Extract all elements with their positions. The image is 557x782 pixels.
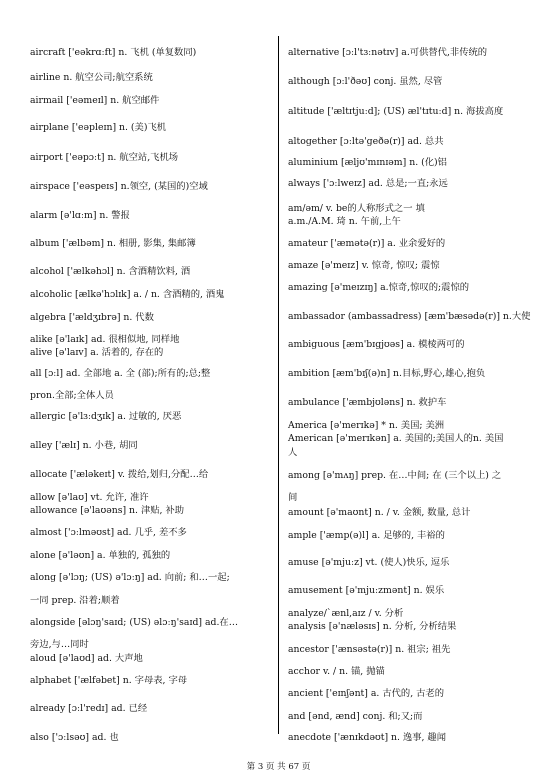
vocab-entry: analyze/`ænl,aɪz / v. 分析 [288,608,404,619]
vocab-entry: along [ə'lɔŋ; (US) ə'lɔːŋ] ad. 向前; 和…一起; [30,572,230,583]
vocab-entry: also ['ɔːlsəʊ] ad. 也 [30,732,119,743]
vocab-entry: allergic [ə'lɜːdʒɪk] a. 过敏的, 厌恶 [30,411,182,422]
vocab-entry: airmail ['eəmeɪl] n. 航空邮件 [30,95,160,106]
vocab-entry: among [ə'mʌŋ] prep. 在…中间; 在 (三个以上) 之 [288,470,502,481]
vocab-entry: airplane ['eəpleɪn] n. (美)飞机 [30,122,167,133]
vocab-entry: amount [ə'maʊnt] n. / v. 金额, 数量, 总计 [288,507,471,518]
vocab-entry: altitude ['æltɪtjuːd]; (US) æl'tɪtuːd] n. 海拔高度 [288,106,504,117]
vocab-entry: and [ənd, ænd] conj. 和;又;而 [288,711,423,722]
vocab-entry: already [ɔːl'redɪ] ad. 已经 [30,703,148,714]
vocab-entry: aircraft ['eəkrɑːft] n. 飞机 (单复数同) [30,47,197,58]
vocab-entry: although [ɔːl'ðəʊ] conj. 虽然, 尽管 [288,76,443,87]
vocab-entry: analysis [ə'næləsɪs] n. 分析, 分析结果 [288,621,457,632]
vocab-entry: 旁边,与…同时 [30,639,89,650]
vocab-entry: alone [ə'ləʊn] a. 单独的, 孤独的 [30,550,171,561]
vocab-entry: America [ə'merɪkə] * n. 美国; 美洲 [288,420,445,431]
vocab-entry: alley ['ælɪ] n. 小巷, 胡同 [30,440,138,451]
vocab-entry: all [ɔːl] ad. 全部地 a. 全 (部);所有的;总;整 [30,368,211,379]
vocab-entry: ambassador (ambassadress) [æm'bæsədə(r)] n.大使 [288,311,531,322]
vocab-entry: a.m./A.M. 琦 n. 午前,上午 [288,216,401,227]
vocab-entry: pron.全部;全体人员 [30,390,114,401]
vocab-entry: always ['ɔːlweɪz] ad. 总是;一直;永远 [288,178,448,189]
vocab-entry: aluminium [æljʊ'mɪnɪəm] n. (化)铝 [288,157,447,168]
vocab-entry: airspace ['eəspeɪs] n.领空, (某国的)空域 [30,181,208,192]
column-divider [278,36,279,734]
vocab-entry: ambulance ['æmbjʊləns] n. 救护车 [288,397,447,408]
vocab-entry: alcoholic [ælkə'hɔlɪk] a. / n. 含酒精的, 酒鬼 [30,289,225,300]
vocab-entry: allow [ə'laʊ] vt. 允许, 准许 [30,492,149,503]
vocab-entry: 一同 prep. 沿着;顺着 [30,595,120,606]
vocab-entry: 间 [288,492,298,503]
vocab-entry: alongside [əlɔŋ'saɪd; (US) əlɔːŋ'saɪd] ad.在… [30,617,239,628]
page-footer: 第 3 页 共 67 页 [246,762,311,772]
vocab-entry: ambiguous [æm'bɪgjʊəs] a. 模棱两可的 [288,339,465,350]
vocab-entry: almost ['ɔːlməʊst] ad. 几乎, 差不多 [30,527,187,538]
vocab-entry: am/əm/ v. be的人称形式之一 填 [288,203,425,214]
vocab-entry: alternative [ɔːl'tɜːnətɪv] a.可供替代,非传统的 [288,47,488,58]
vocab-entry: album ['ælbəm] n. 相册, 影集, 集邮簿 [30,238,196,249]
vocab-entry: alarm [ə'lɑːm] n. 警报 [30,210,130,221]
vocab-entry: anecdote ['ænɪkdəʊt] n. 逸事, 趣闻 [288,732,447,743]
vocab-entry: ample ['æmp(ə)l] a. 足够的, 丰裕的 [288,530,445,541]
vocab-entry: alike [ə'laɪk] ad. 很相似地, 同样地 [30,334,180,345]
vocab-entry: alive [ə'laɪv] a. 活着的, 存在的 [30,347,164,358]
vocab-entry: allocate ['æləkeɪt] v. 拨给,划归,分配…给 [30,469,209,480]
vocab-entry: algebra ['ældʒɪbrə] n. 代数 [30,312,154,323]
vocab-entry: 人 [288,447,298,458]
vocab-entry: American [ə'merɪkən] a. 美国的;美国人的n. 美国 [288,433,504,444]
vocab-entry: airline n. 航空公司;航空系统 [30,72,153,83]
vocab-entry: ancestor ['ænsəstə(r)] n. 祖宗; 祖先 [288,644,451,655]
vocab-entry: altogether [ɔːltə'geðə(r)] ad. 总共 [288,136,444,147]
vocab-entry: amaze [ə'meɪz] v. 惊奇, 惊叹; 震惊 [288,260,440,271]
vocab-entry: amazing [ə'meɪzɪŋ] a.惊奇,惊叹的;震惊的 [288,282,470,293]
vocab-entry: allowance [ə'laʊəns] n. 津贴, 补助 [30,505,185,516]
vocab-entry: amuse [ə'mjuːz] vt. (使人)快乐, 逗乐 [288,557,450,568]
vocab-entry: acchor v. / n. 锚, 抛锚 [288,666,385,677]
vocab-entry: ancient ['eɪnʃənt] a. 古代的, 古老的 [288,688,445,699]
vocab-entry: amateur ['æmətə(r)] a. 业余爱好的 [288,238,446,249]
vocab-entry: alphabet ['ælfəbet] n. 字母表, 字母 [30,675,188,686]
vocab-entry: ambition [æm'bɪʃ(ə)n] n.目标,野心,雄心,抱负 [288,368,486,379]
vocab-entry: aloud [ə'laʊd] ad. 大声地 [30,653,143,664]
vocab-entry: airport ['eəpɔːt] n. 航空站,飞机场 [30,152,179,163]
vocab-entry: alcohol ['ælkəhɔl] n. 含酒精饮料, 酒 [30,266,191,277]
vocab-entry: amusement [ə'mjuːzmənt] n. 娱乐 [288,585,445,596]
